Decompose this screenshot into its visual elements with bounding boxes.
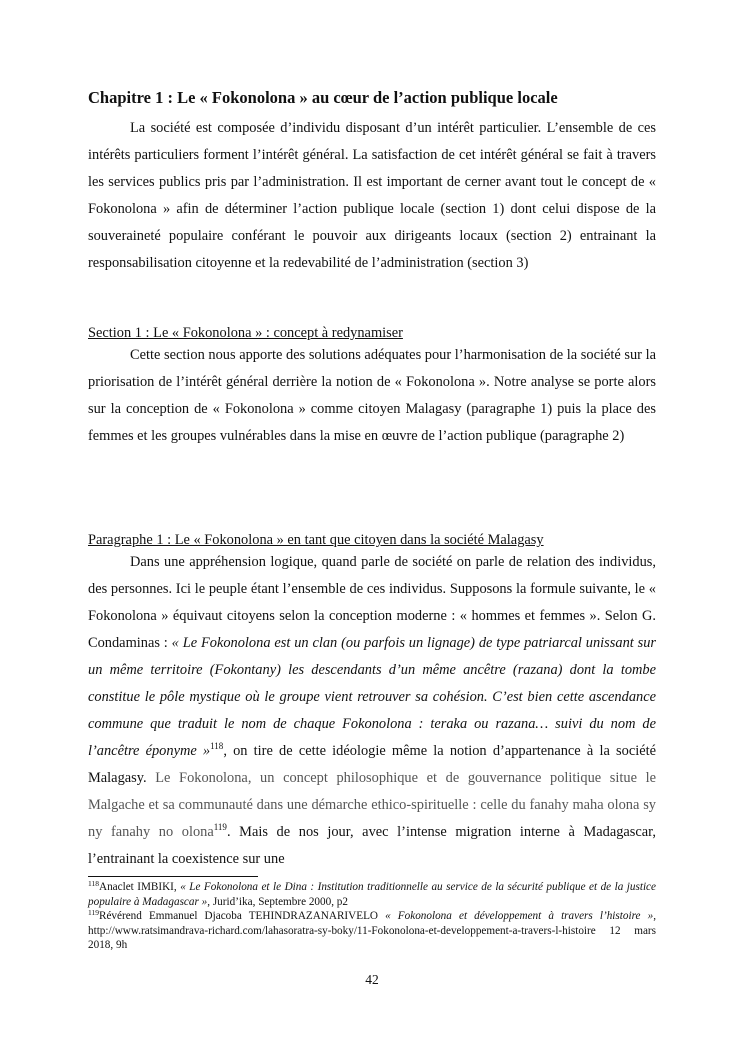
paragraph-1-title: Paragraphe 1 : Le « Fokonolona » en tant que citoyen dans la société Malagasy xyxy=(88,532,544,548)
body-text-c: . Mais de nos jour, avec l’intense migration interne à Madagascar, l’entrainant la coexistence sur une xyxy=(88,824,657,867)
footnote-rest: , Jurid’ika, Septembre 2000, p2 xyxy=(207,895,348,908)
footnote-ref-119[interactable]: 119 xyxy=(213,822,227,832)
body-text-b: , on tire de cette idéologie même la notion d’appartenance à la société Malagasy. xyxy=(88,743,656,786)
footnote-author: Anaclet IMBIKI, xyxy=(98,881,181,893)
section-1-title: Section 1 : Le « Fokonolona » : concept à redynamiser xyxy=(88,325,403,341)
intro-paragraph: La société est composée d’individu disposant d’un intérêt particulier. L’ensemble de ces intérêts particuliers forment l’intérêt général. La satisfaction de cet intérêt général se fait à travers les services publics pris par l’administration. Il est important de cerner avant tout le concept de « Fokonolona » afin de déterminer l’action publique locale (section 1) dont celui dispose de la souveraineté populaire conférant le pouvoir aux dirigeants locaux (section 2) entrainant la responsabilisation citoyenne et la redevabilité de l’administration (section 3) xyxy=(88,120,656,271)
gray-text: Le Fokonolona, un concept philosophique et de gouvernance politique situe le Malgache et sa communauté dans une démarche ethico-spirituelle : celle du fanahy maha olona sy ny fanahy no olona xyxy=(88,770,656,840)
footnote-title: « Le Fokonolona et le Dina : Institution traditionnelle au service de la sécurité publique et de la justice populaire à Madagascar » xyxy=(88,881,656,908)
condaminas-quote: « Le Fokonolona est un clan (ou parfois un lignage) de type patriarcal unissant sur un même territoire (Fokontany) les descendants d’un même ancêtre (razana) dont la tombe constitue le pôle mystique où le groupe vient retrouver sa cohésion. C’est bien cette ascendance commune que traduit le nom de chaque Fokonolona : teraka ou razana… suivi du nom de l’ancêtre éponyme » xyxy=(88,635,657,759)
footnote-119 xyxy=(88,909,656,953)
footnote-ref-118[interactable]: 118 xyxy=(210,741,224,751)
footnotes xyxy=(88,880,656,953)
footnote-number: 119 xyxy=(88,908,99,917)
footnote-rest[interactable]: , http://www.ratsimandrava-richard.com/lahasoratra-sy-boky/11-Fokonolona-et-developpement-a-travers-l-histoire 12 mars 2018, 9h xyxy=(88,910,656,951)
footnote-author: Révérend Emmanuel Djacoba TEHINDRAZANARIVELO xyxy=(98,910,386,922)
footnote-title: « Fokonolona et développement à travers l’histoire » xyxy=(385,910,654,922)
paragraph-1-body xyxy=(88,549,656,873)
body-text-a: Dans une appréhension logique, quand parle de société on parle de relation des individus, des personnes. Ici le peuple étant l’ensemble de ces individus. Supposons la formule suivante, le « Fokonolona » équivaut citoyens selon la conception moderne : « hommes et femmes ». Selon G. Condaminas : xyxy=(88,554,656,651)
footnote-separator xyxy=(88,876,258,877)
chapter-title: Chapitre 1 : Le « Fokonolona » au cœur de l’action publique locale xyxy=(88,88,558,107)
page-number: 42 xyxy=(365,972,379,987)
footnote-118 xyxy=(88,880,656,909)
section-1-paragraph: Cette section nous apporte des solutions adéquates pour l’harmonisation de la société sur la priorisation de l’intérêt général derrière la notion de « Fokonolona ». Notre analyse se porte alors sur la conception de « Fokonolona » comme citoyen Malagasy (paragraphe 1) puis la place des femmes et les groupes vulnérables dans la mise en œuvre de l’action publique (paragraphe 2) xyxy=(88,347,656,444)
footnote-number: 118 xyxy=(88,879,99,888)
